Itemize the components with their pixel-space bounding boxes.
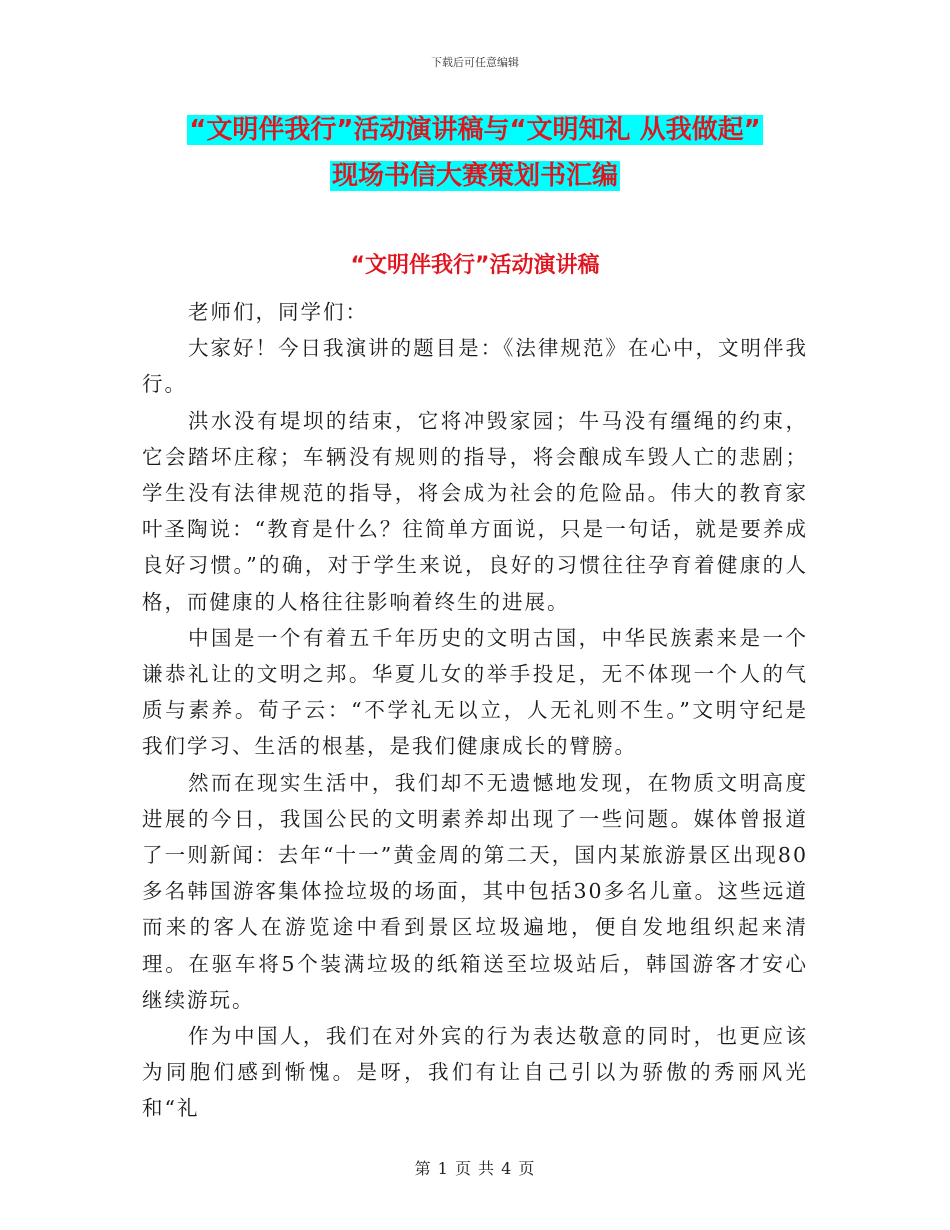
document-title-line1-text: “文明伴我行”活动演讲稿与“文明知礼 从我做起” [189,115,761,145]
document-title-line2 [0,158,950,194]
document-title-line2-text: 现场书信大赛策划书汇编 [331,161,618,191]
page-number-footer: 第 1 页 共 4 页 [414,1159,536,1178]
paragraph-5: 作为中国人，我们在对外宾的行为表达敬意的同时，也更应该为同胞们感到惭愧。是呀，我们有让自己引以为骄傲的秀丽风光和“礼 [142,1024,808,1121]
header-note: 下载后可任意编辑 [431,56,519,69]
paragraph-3: 中国是一个有着五千年历史的文明古国，中华民族素来是一个谦恭礼让的文明之邦。华夏儿女的举手投足，无不体现一个人的气质与素养。荀子云：“不学礼无以立，人无礼则不生。”文明守纪是我们学习、生活的根基，是我们健康成长的臂膀。 [142,625,808,759]
paragraph-4: 然而在现实生活中，我们却不无遗憾地发现，在物质文明高度进展的今日，我国公民的文明素养却出现了一些问题。媒体曾报道了一则新闻：去年“十一”黄金周的第二天，国内某旅游景区出现80多名韩国游客集体捡垃圾的场面，其中包括30多名儿童。这些远道而来的客人在游览途中看到景区垃圾遍地，便自发地组织起来清理。在驱车将5个装满垃圾的纸箱送至垃圾站后，韩国游客才安心继续游玩。 [142,770,808,1012]
paragraph-2: 洪水没有堤坝的结束，它将冲毁家园；牛马没有缰绳的约束，它会踏坏庄稼；车辆没有规则的指导，将会酿成车毁人亡的悲剧；学生没有法律规范的指导，将会成为社会的危险品。伟大的教育家叶圣陶说：“教育是什么？往简单方面说，只是一句话，就是要养成良好习惯。”的确，对于学生来说，良好的习惯往往孕育着健康的人格，而健康的人格往往影响着终生的进展。 [142,408,808,614]
paragraph-1: 大家好！今日我演讲的题目是：《法律规范》在心中，文明伴我行。 [142,336,808,397]
section-title: “文明伴我行”活动演讲稿 [350,253,600,278]
document-body [142,294,808,1127]
salutation: 老师们，同学们： [188,300,368,324]
document-title-line1 [0,112,950,148]
